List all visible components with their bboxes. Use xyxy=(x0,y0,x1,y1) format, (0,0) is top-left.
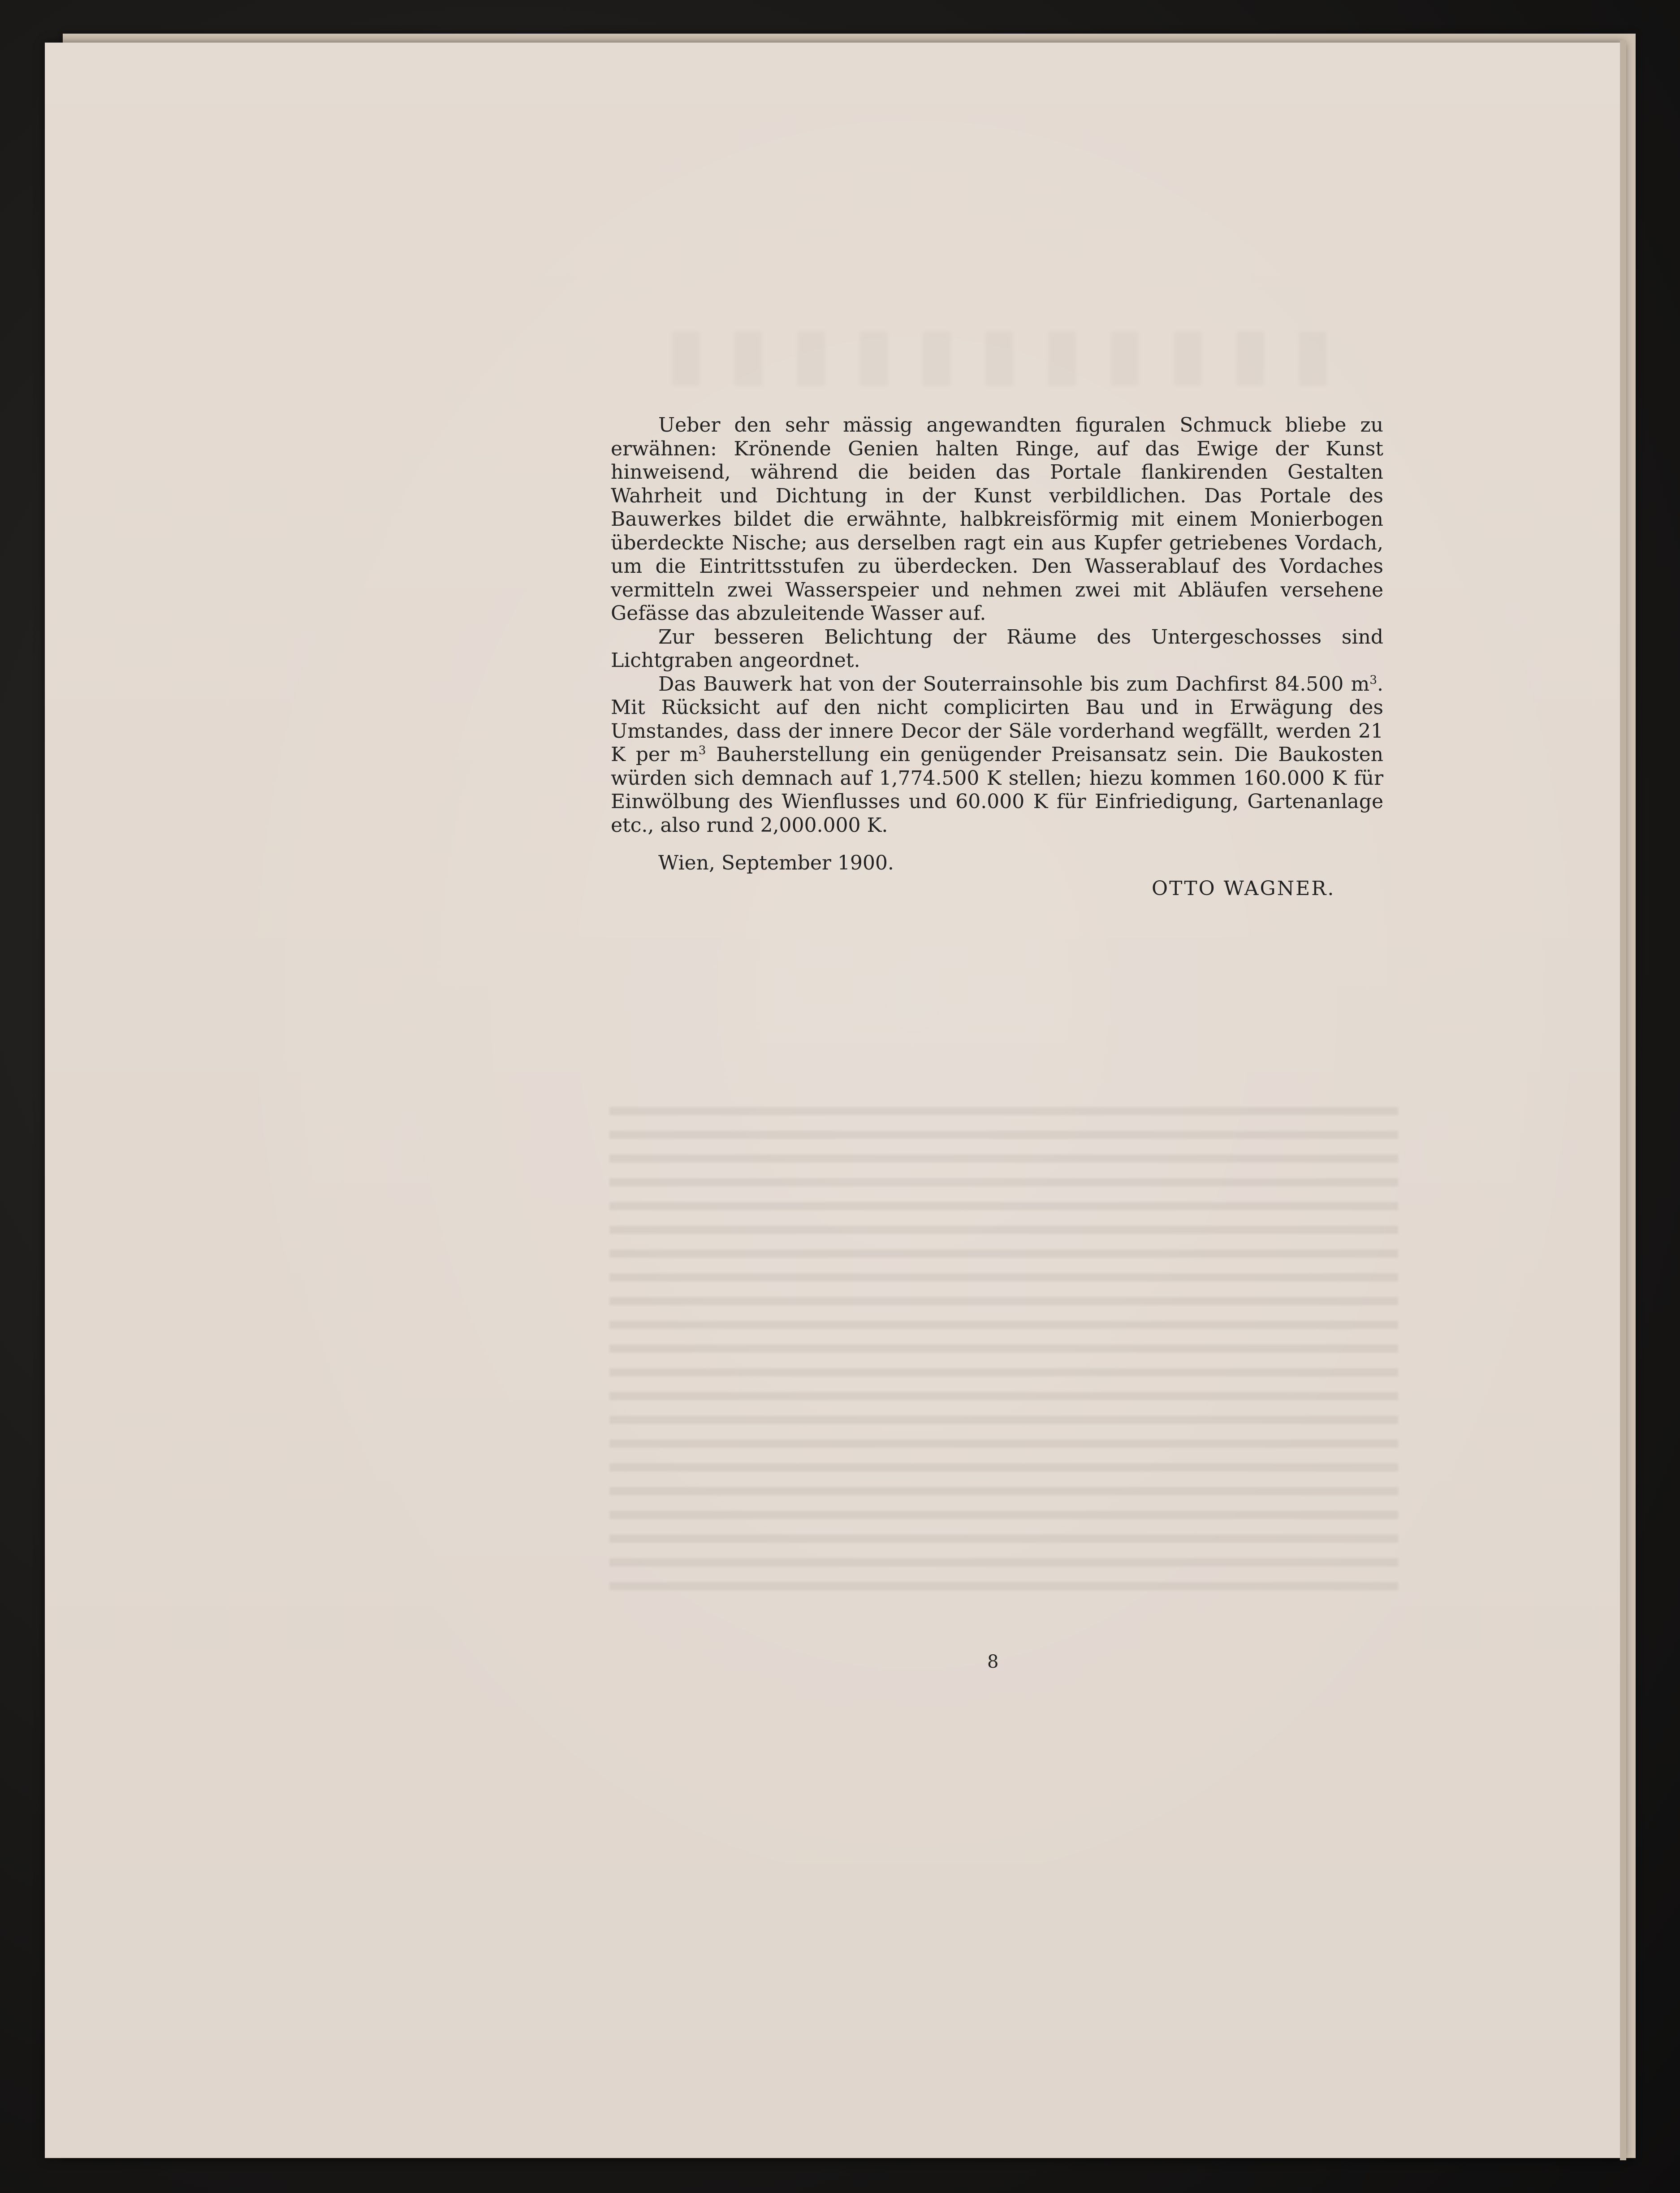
dateline: Wien, September 1900. xyxy=(658,852,894,874)
paragraph-costs xyxy=(611,673,1383,838)
page-edge xyxy=(1620,40,1626,2160)
costs-text-part-1: Das Bauwerk hat von der Souterrainsohle bis zum Dachfirst 84.500 m xyxy=(658,672,1370,696)
show-through-marks xyxy=(672,332,1344,385)
body-text xyxy=(611,414,1383,837)
costs-text-part-2: . Mit Rücksicht auf den nicht complicirten Bau und in Erwägung des Umstandes, dass der innere Decor der Säle vorderhand wegfällt, werden 21 K per m xyxy=(611,672,1383,766)
page-number: 8 xyxy=(987,1652,999,1672)
show-through-text xyxy=(609,1107,1398,1605)
costs-text-part-3: Bauherstellung ein genügender Preisansatz sein. Die Baukosten würden sich demnach auf 1,774.500 K stellen; hiezu kommen 160.000 K für Einwölbung des Wienflusses und 60.000 K für Einfriedigung, Gartenanlage etc., also rund 2,000.000 K. xyxy=(611,743,1383,837)
paragraph-figural-decoration: Ueber den sehr mässig angewandten figuralen Schmuck bliebe zu erwähnen: Krönende Genien halten Ringe, auf das Ewige der Kunst hinweisend, während die beiden das Portale flankirenden Gestalten Wahrheit und Dichtung in der Kunst verbildlichen. Das Portale des Bauwerkes bildet die erwähnte, halbkreisförmig mit einem Monierbogen überdeckte Nische; aus derselben ragt ein aus Kupfer getriebenes Vordach, um die Eintrittsstufen zu überdecken. Den Wasserablauf des Vordaches vermitteln zwei Wasserspeier und nehmen zwei mit Abläufen versehene Gefässe das abzuleitende Wasser auf. xyxy=(611,414,1383,625)
author-signature: OTTO WAGNER. xyxy=(1152,877,1335,900)
superscript-3: 3 xyxy=(1369,672,1377,687)
superscript-3: 3 xyxy=(698,743,706,757)
paragraph-lighting: Zur besseren Belichtung der Räume des Untergeschosses sind Lichtgraben angeordnet. xyxy=(611,625,1383,672)
